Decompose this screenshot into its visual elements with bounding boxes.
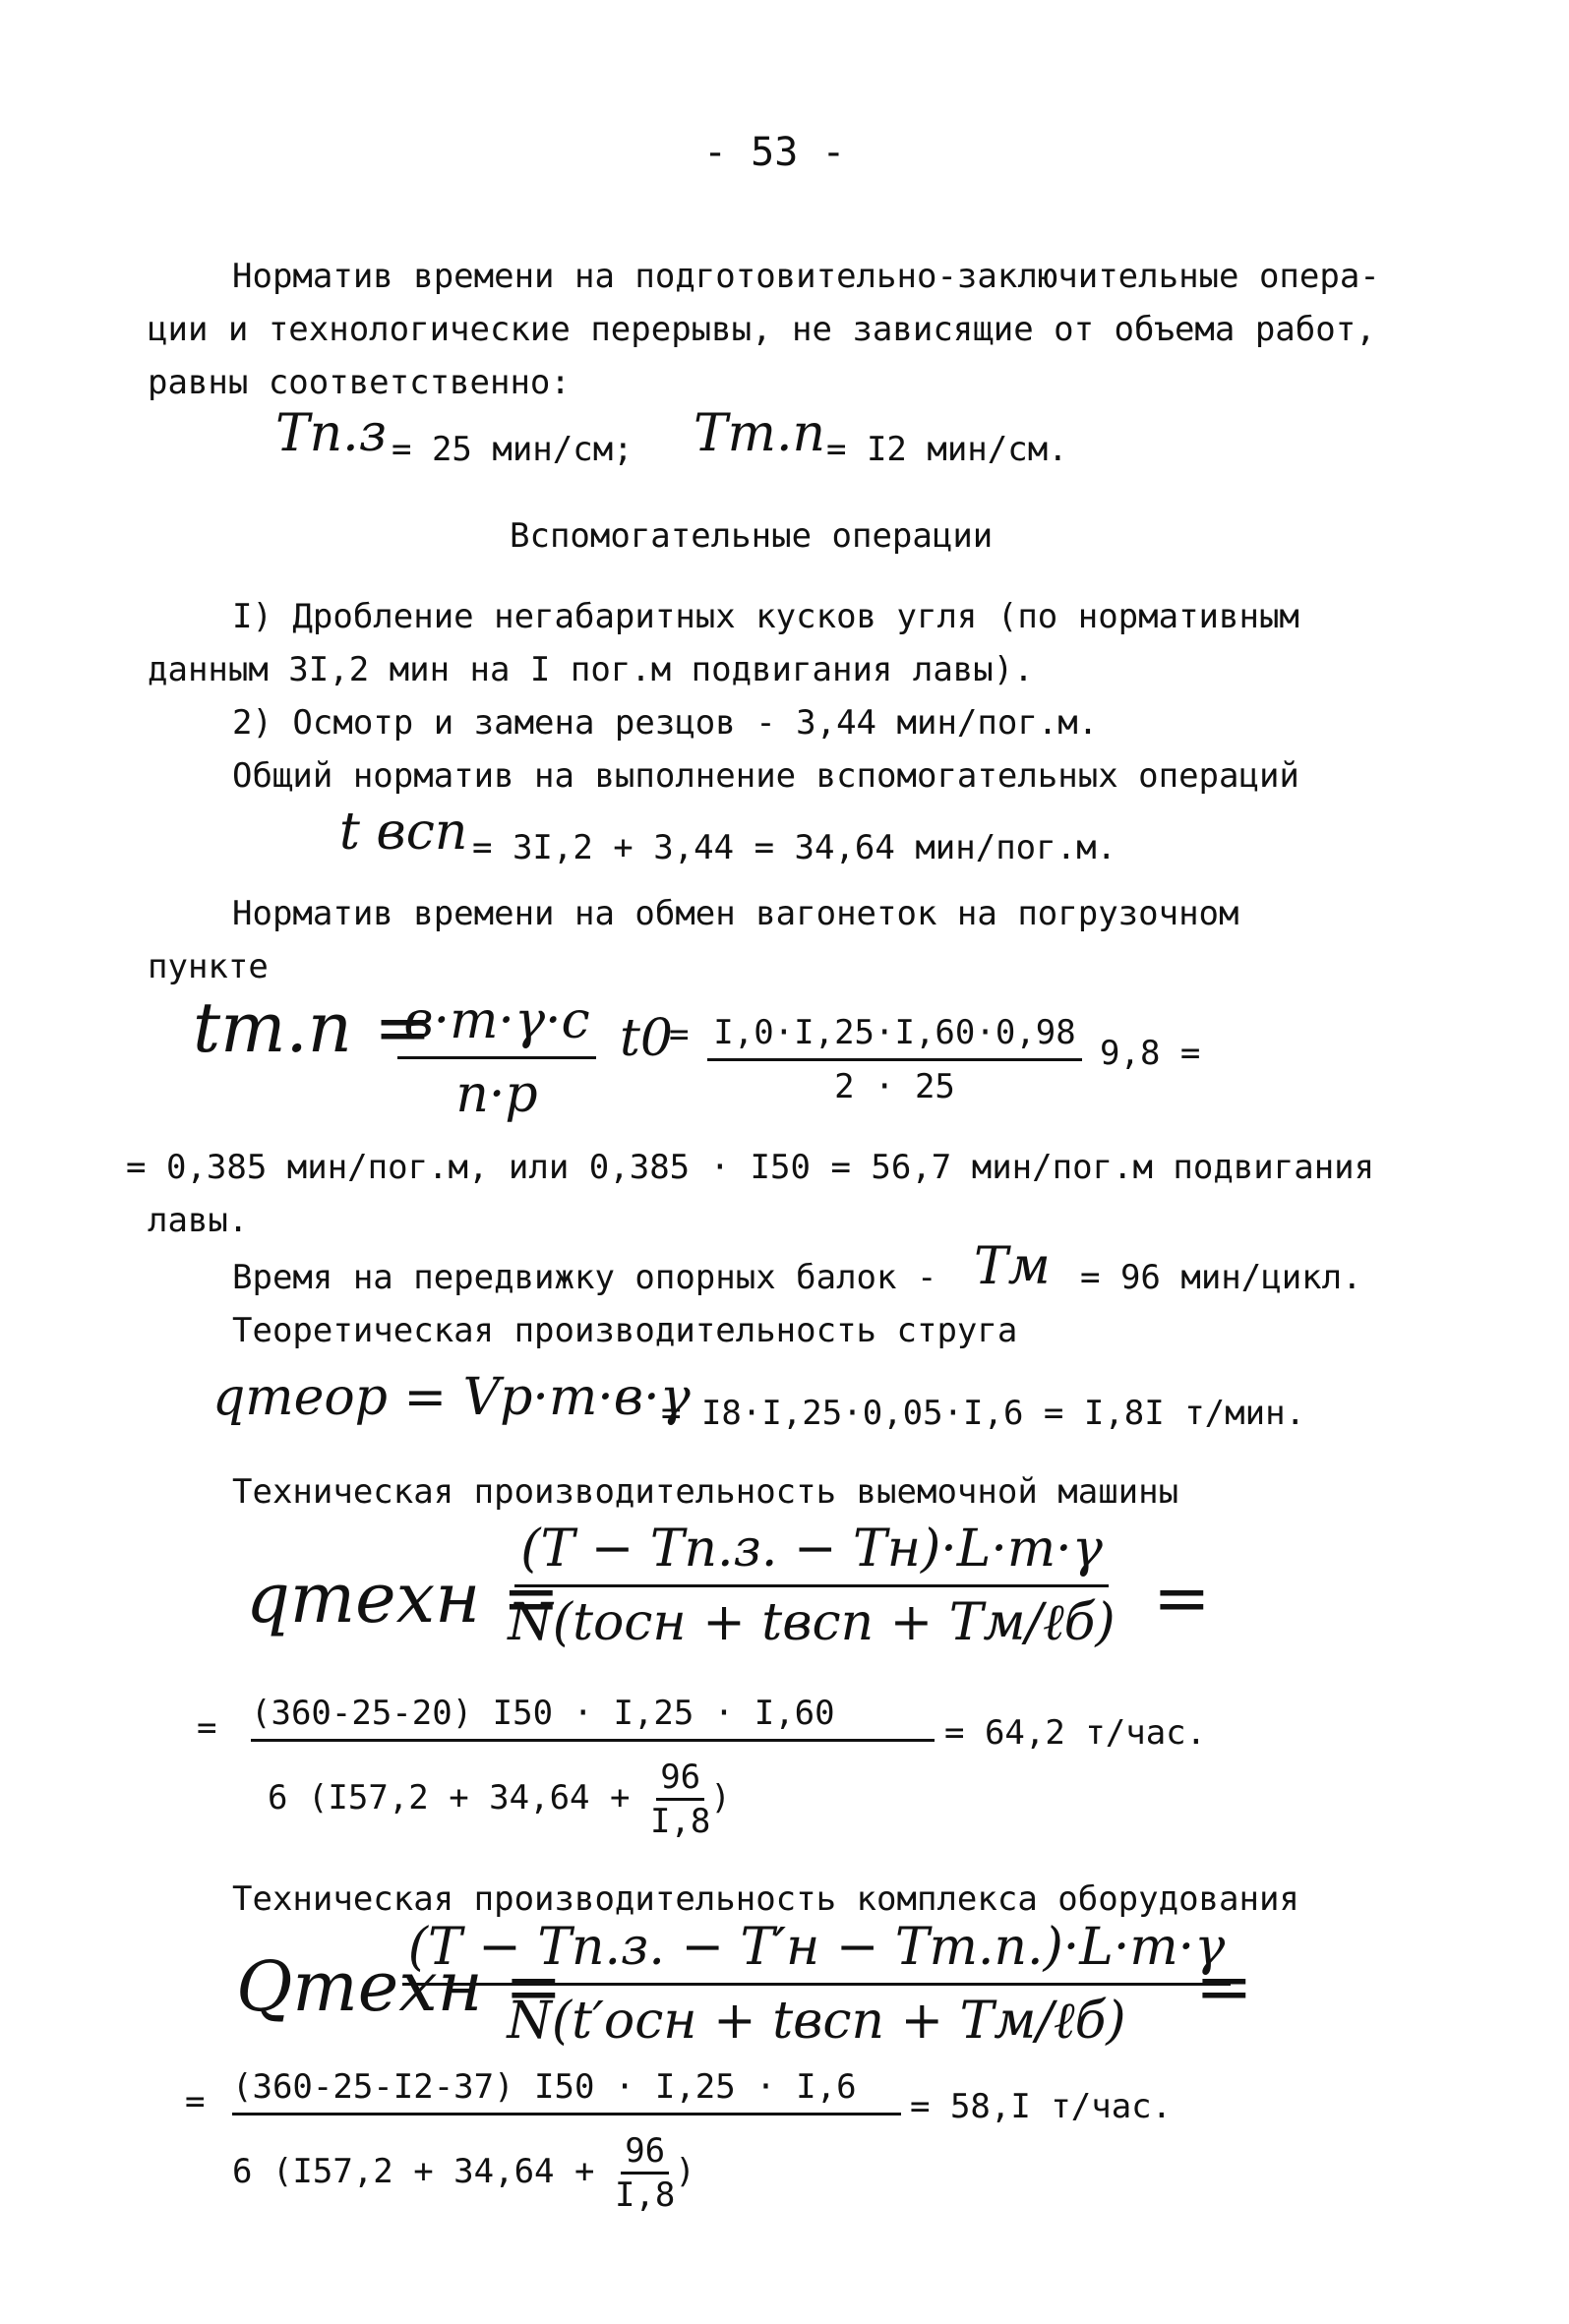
complex-den-typed-b: ) [675, 2152, 695, 2191]
exchange-tail: 9,8 = [1100, 1034, 1201, 1073]
theoretical-rhs: = I8·I,25·0,05·I,6 = I,8I т/мин. [661, 1394, 1306, 1433]
intro-line-3: равны соответственно: [148, 363, 571, 402]
technical-num-typed: (360-25-20) I50 · I,25 · I,60 [251, 1694, 835, 1733]
exchange-num-typed: I,0·I,25·I,60·0,98 [707, 1013, 1081, 1061]
technical-den-hw: N(tосн + tвсп + Tм/ℓб) [508, 1593, 1116, 1652]
exchange-result-line-1: = 0,385 мин/пог.м, или 0,385 · I50 = 56,7 мин/пог.м подвигания [126, 1148, 1375, 1187]
exchange-result-line-2: лавы. [148, 1201, 249, 1240]
beams-value: = 96 мин/цикл. [1080, 1258, 1362, 1297]
aux-item-1-line-1: I) Дробление негабаритных кусков угля (по нормативным [232, 597, 1299, 636]
technical-num-hw: (T − Tп.з. − Tн)·L·m·γ [514, 1520, 1109, 1587]
tpz-symbol: Tп.з [275, 404, 388, 463]
theoretical-lhs: qтеор = Vр·m·в·γ [212, 1368, 691, 1427]
technical-typed-eq: = [197, 1708, 217, 1748]
tvsp-symbol: t всп [339, 803, 468, 862]
complex-typed-eq: = [185, 2082, 206, 2121]
technical-fraction-line [251, 1739, 935, 1742]
complex-inner-fraction [614, 2131, 676, 2215]
exchange-t0: t0 [620, 1009, 673, 1068]
complex-den-typed-a: 6 (I57,2 + 34,64 + [232, 2152, 595, 2191]
exchange-line-2: пункте [148, 947, 269, 986]
exchange-line-1: Норматив времени на обмен вагонеток на погрузочном [232, 894, 1239, 933]
aux-heading: Вспомогательные операции [510, 516, 994, 556]
ttp-value: = I2 мин/см. [826, 430, 1068, 469]
technical-tail-eq: = [1153, 1558, 1211, 1639]
exchange-frac-handwritten [389, 991, 605, 1124]
intro-line-2: ции и технологические перерывы, не зависящие от объема работ, [148, 310, 1376, 349]
tvsp-value: = 3I,2 + 3,44 = 34,64 мин/пог.м. [472, 828, 1117, 867]
exchange-eq: = [669, 1015, 690, 1054]
technical-inner-den: I,8 [649, 1802, 711, 1841]
technical-label: Техническая производительность выемочной машины [232, 1472, 1179, 1512]
complex-inner-num: 96 [621, 2134, 669, 2175]
intro-line-1: Норматив времени на подготовительно-заключительные опера- [232, 257, 1380, 296]
beams-text: Время на передвижку опорных балок - [232, 1258, 937, 1297]
complex-label: Техническая производительность комплекса оборудования [232, 1879, 1299, 1919]
complex-lhs: Qтехн = [236, 1946, 563, 2027]
aux-total-label: Общий норматив на выполнение вспомогательных операций [232, 756, 1299, 796]
complex-den-typed [232, 2131, 695, 2215]
exchange-den-hw: n·p [455, 1065, 538, 1124]
exchange-lhs: tт.п = [193, 987, 432, 1068]
technical-den-typed-b: ) [710, 1778, 731, 1817]
exchange-den-typed: 2 · 25 [834, 1067, 955, 1106]
technical-den-typed-a: 6 (I57,2 + 34,64 + [268, 1778, 631, 1817]
aux-item-2: 2) Осмотр и замена резцов - 3,44 мин/пог.м. [232, 703, 1099, 743]
complex-fraction-line [232, 2113, 901, 2115]
exchange-num-hw: в·m·γ·c [397, 991, 595, 1059]
technical-inner-num: 96 [656, 1760, 704, 1801]
complex-result: = 58,I т/час. [910, 2087, 1173, 2126]
ttp-symbol: Tт.п [694, 404, 826, 463]
technical-result: = 64,2 т/час. [944, 1713, 1207, 1753]
technical-frac-handwritten [472, 1520, 1151, 1652]
complex-tail-eq: = [1195, 1946, 1253, 2027]
page-number: - 53 - [703, 130, 846, 175]
technical-den-typed [268, 1758, 731, 1841]
technical-lhs: qтехн = [246, 1558, 561, 1639]
aux-item-1-line-2: данным 3I,2 мин на I пог.м подвигания лавы). [148, 650, 1034, 689]
theoretical-label: Теоретическая производительность струга [232, 1311, 1018, 1350]
complex-frac-handwritten [407, 1918, 1226, 2051]
exchange-frac-typed [700, 1013, 1089, 1106]
beams-symbol: Tм [974, 1237, 1051, 1296]
complex-num-typed: (360-25-I2-37) I50 · I,25 · I,6 [232, 2067, 857, 2107]
complex-inner-den: I,8 [614, 2175, 676, 2215]
technical-inner-fraction [649, 1758, 711, 1841]
complex-den-hw: N(t′осн + tвсп + Tм/ℓб) [507, 1992, 1126, 2051]
complex-num-hw: (T − Tп.з. − T′н − Tт.п.)·L·m·γ [402, 1918, 1232, 1986]
tpz-value: = 25 мин/см; [392, 430, 634, 469]
